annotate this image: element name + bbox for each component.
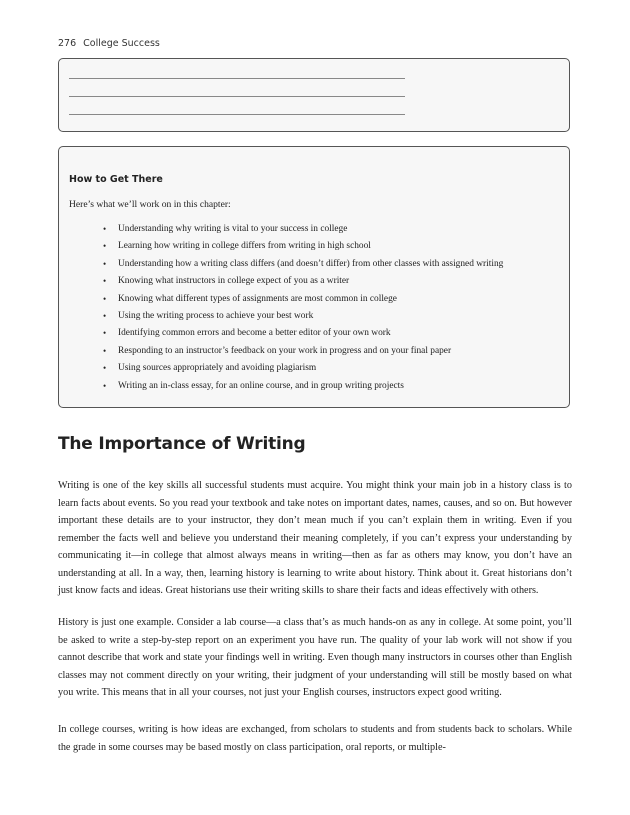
list-item: • Writing an in-class essay, for an online course, and in group writing projects: [103, 378, 503, 395]
how-to-get-there-box: [58, 146, 570, 408]
body-paragraph: In college courses, writing is how ideas are exchanged, from scholars to students and from students back to scholars. While the grade in some courses may be based mostly on class participation, oral reports, or multiple-: [58, 724, 572, 753]
book-title: College Success: [83, 38, 160, 49]
list-item: • Using sources appropriately and avoiding plagiarism: [103, 360, 503, 377]
blank-writing-line: [69, 96, 405, 97]
list-item: • Understanding how a writing class differs (and doesn’t differ) from other classes with assigned writing: [103, 256, 503, 273]
body-paragraph: Writing is one of the key skills all successful students must acquire. You might think your main job in a history class is to learn facts about events. So you read your textbook and take notes on important dates, names, causes, and so on. But however important these details are to your instructor, they don’t mean much if you can’t explain them in writing. Even if you remember the facts well and believe you understand their meaning completely, if you can’t express your understanding by communicating it—in college that almost always means in writing—then as far as others may know, you don’t have an understanding at all. In a way, then, learning history is learning to write about history. Think about it. Great historians don’t just know facts and ideas. Great historians use their writing skills to share their facts and ideas effectively with others.: [58, 480, 572, 596]
list-item: • Knowing what different types of assignments are most common in college: [103, 291, 503, 308]
how-to-get-there-title: How to Get There: [69, 174, 163, 185]
page-number: 276: [58, 38, 77, 49]
list-item: • Understanding why writing is vital to your success in college: [103, 221, 503, 238]
list-item: • Using the writing process to achieve your best work: [103, 308, 503, 325]
list-item: • Learning how writing in college differs from writing in high school: [103, 238, 503, 255]
section-title: The Importance of Writing: [58, 434, 306, 454]
page-header: [58, 38, 160, 49]
blank-writing-line: [69, 78, 405, 79]
list-item: • Identifying common errors and become a better editor of your own work: [103, 325, 503, 342]
chapter-goals-list: [103, 221, 503, 395]
list-item: • Responding to an instructor’s feedback on your work in progress and on your final paper: [103, 343, 503, 360]
list-item: • Knowing what instructors in college expect of you as a writer: [103, 273, 503, 290]
how-to-get-there-intro: Here’s what we’ll work on in this chapter:: [69, 199, 231, 210]
writing-lines-box: [58, 58, 570, 132]
body-paragraph: History is just one example. Consider a lab course—a class that’s as much hands-on as any in college. At some point, you’ll be asked to write a step-by-step report on an experiment you have run. The quality of your lab work will not show if you cannot describe that work and state your findings well in writing. Even though many instructors in courses other than English classes may not comment directly on your writing, their judgment of your understanding will still be mostly based on what you write. This means that in all your courses, not just your English courses, instructors expect good writing.: [58, 617, 572, 698]
blank-writing-line: [69, 114, 405, 115]
